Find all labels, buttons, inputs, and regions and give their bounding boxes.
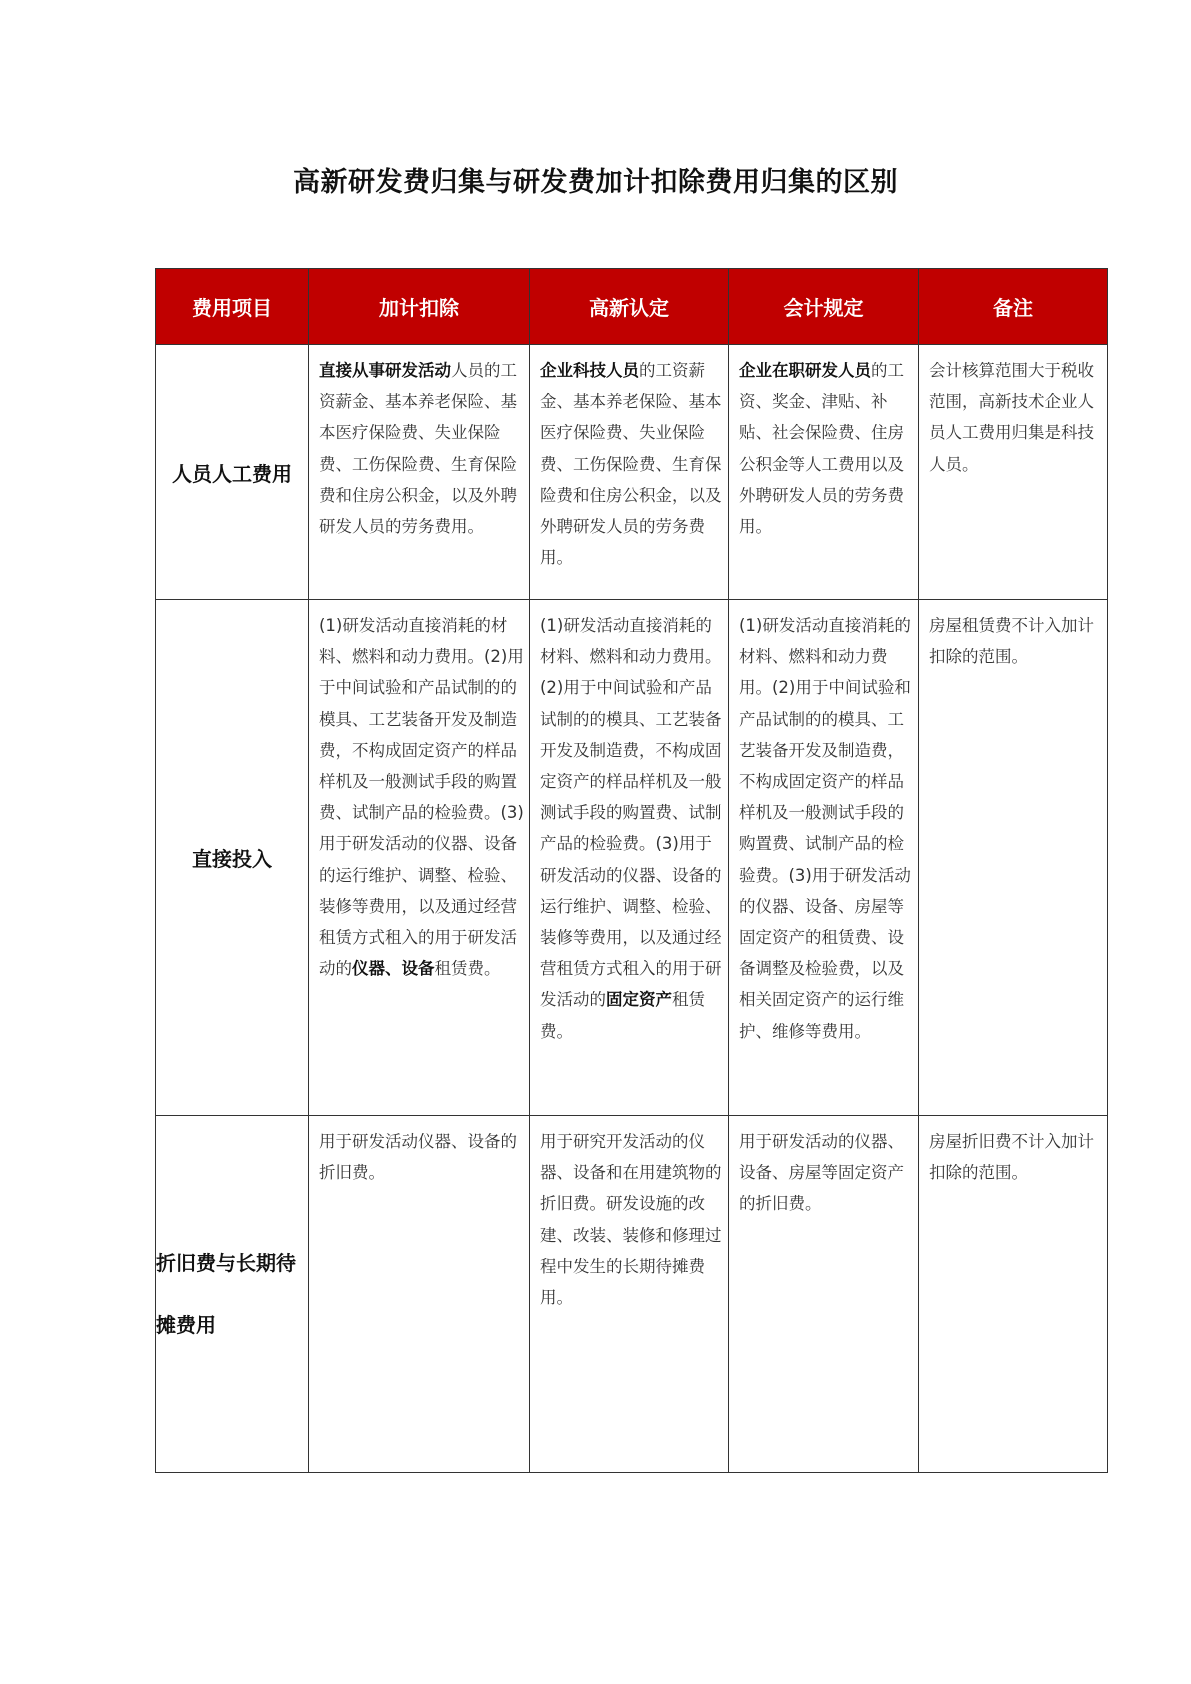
- table-header-row: [156, 269, 1108, 345]
- header-remarks: 备注: [919, 269, 1108, 345]
- cell-text: 的工资薪金、基本养老保险、基本医疗保险费、失业保险费、工伤保险费、生育保险费和住房公积金，以及外聘研发人员的劳务费用。: [540, 361, 722, 568]
- table-row: [156, 1116, 1108, 1473]
- cell-text: 用于研发活动的仪器、设备、房屋等固定资产的折旧费。: [739, 1132, 904, 1214]
- cell-text-tail: 租赁费。: [434, 959, 501, 979]
- header-high-tech-certification: 高新认定: [530, 269, 729, 345]
- row-label-personnel-cost: 人员人工费用: [156, 345, 309, 600]
- emphasis-text: 固定资产: [606, 990, 672, 1010]
- comparison-table: [155, 268, 1108, 1473]
- cell-text: 房屋折旧费不计入加计扣除的范围。: [929, 1132, 1094, 1183]
- cell-accounting: [729, 1116, 919, 1473]
- table-row: [156, 345, 1108, 600]
- cell-high-tech: [530, 345, 729, 600]
- cell-remarks: [919, 345, 1108, 600]
- cell-text: (1)研发活动直接消耗的材料、燃料和动力费用。(2)用于中间试验和产品试制的的模具、工艺装备开发及制造费，不构成固定资产的样品样机及一般测试手段的购置费、试制产品的检验费。(3)用于研发活动的仪器、设备的运行维护、调整、检验、装修等费用，以及通过经营租赁方式租入的用于研发活动的: [319, 616, 524, 979]
- cell-text: 的工资、奖金、津贴、补贴、社会保险费、住房公积金等人工费用以及外聘研发人员的劳务费用。: [739, 361, 904, 537]
- cell-text: 人员的工资薪金、基本养老保险、基本医疗保险费、失业保险费、工伤保险费、生育保险费和住房公积金，以及外聘研发人员的劳务费用。: [319, 361, 517, 537]
- row-label-text: 折旧费与长期待摊费用: [156, 1251, 296, 1337]
- cell-super-deduction: [309, 345, 530, 600]
- header-accounting-rules: 会计规定: [729, 269, 919, 345]
- row-label-depreciation: [156, 1116, 309, 1473]
- cell-text-tail: 租赁费。: [540, 990, 705, 1041]
- cell-text: 用于研究开发活动的仪器、设备和在用建筑物的折旧费。研发设施的改建、改装、装修和修理过程中发生的长期待摊费用。: [540, 1132, 722, 1308]
- cell-remarks: [919, 1116, 1108, 1473]
- cell-accounting: [729, 345, 919, 600]
- cell-remarks: [919, 600, 1108, 1116]
- cell-accounting: [729, 600, 919, 1116]
- row-label-direct-input: 直接投入: [156, 600, 309, 1116]
- cell-super-deduction: [309, 1116, 530, 1473]
- emphasis-text: 仪器、设备: [352, 959, 435, 979]
- emphasis-text: 企业在职研发人员: [739, 361, 871, 380]
- emphasis-text: 企业科技人员: [540, 361, 639, 380]
- cell-high-tech: [530, 1116, 729, 1473]
- header-super-deduction: 加计扣除: [309, 269, 530, 345]
- cell-text: 房屋租赁费不计入加计扣除的范围。: [929, 616, 1094, 667]
- cell-text: (1)研发活动直接消耗的材料、燃料和动力费用。(2)用于中间试验和产品试制的的模具、工艺装备开发及制造费，不构成固定资产的样品样机及一般测试手段的购置费、试制产品的检验费。(3)用于研发活动的仪器、设备、房屋等固定资产的租赁费、设备调整及检验费，以及相关固定资产的运行维护、维修等费用。: [739, 616, 911, 1041]
- cell-text: 会计核算范围大于税收范围，高新技术企业人员人工费用归集是科技人员。: [929, 361, 1094, 474]
- cell-super-deduction: [309, 600, 530, 1116]
- cell-text: 用于研发活动仪器、设备的折旧费。: [319, 1132, 517, 1183]
- cell-high-tech: [530, 600, 729, 1116]
- cell-text: (1)研发活动直接消耗的材料、燃料和动力费用。(2)用于中间试验和产品试制的的模具、工艺装备开发及制造费，不构成固定资产的样品样机及一般测试手段的购置费、试制产品的检验费。(3)用于研发活动的仪器、设备的运行维护、调整、检验、装修等费用，以及通过经营租赁方式租入的用于研发活动的: [540, 616, 722, 1010]
- emphasis-text: 直接从事研发活动: [319, 361, 451, 380]
- header-expense-item: 费用项目: [156, 269, 309, 345]
- page-title: 高新研发费归集与研发费加计扣除费用归集的区别: [293, 167, 898, 198]
- table-row: [156, 600, 1108, 1116]
